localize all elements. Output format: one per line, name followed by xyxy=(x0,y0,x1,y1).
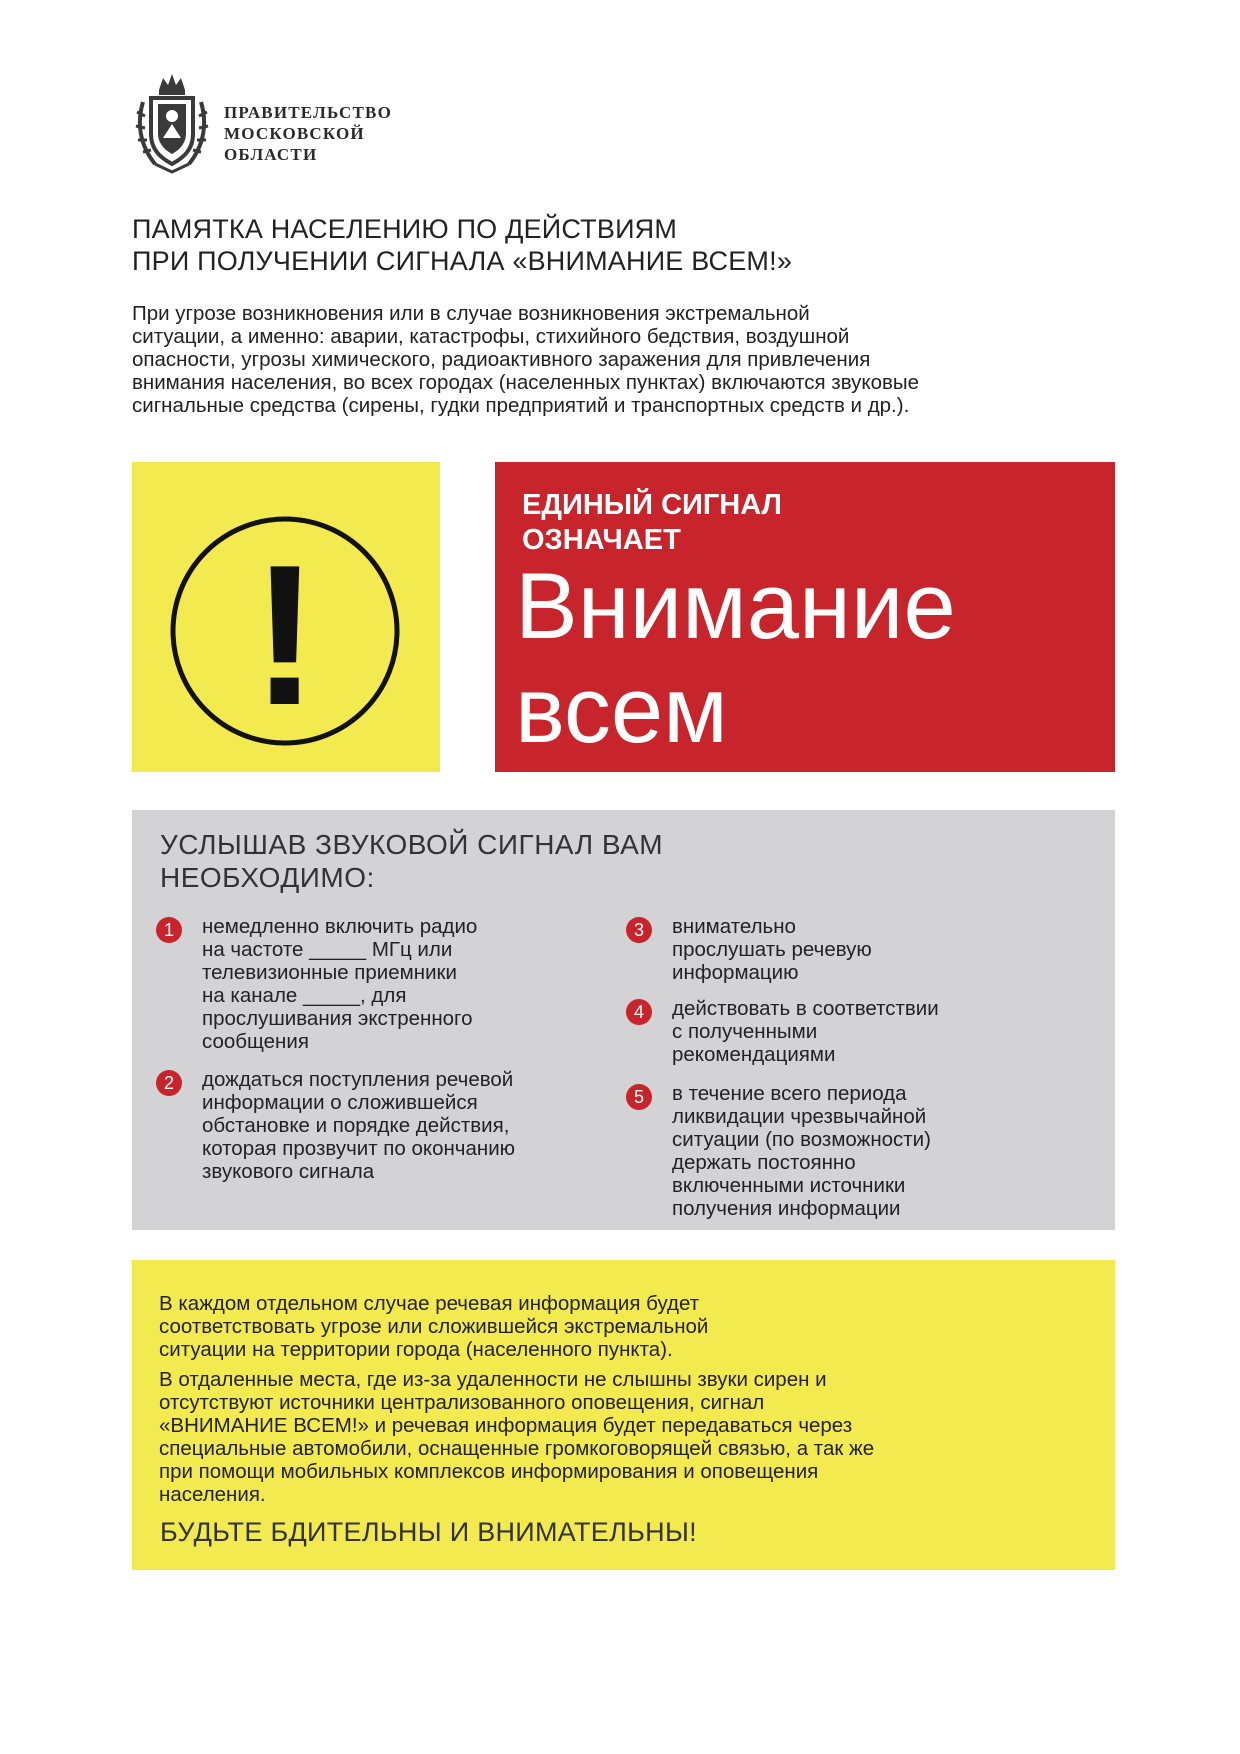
step-line: включенными источники xyxy=(672,1174,906,1197)
actions-title-line: УСЛЫШАВ ЗВУКОВОЙ СИГНАЛ ВАМ xyxy=(160,829,664,860)
signal-headline-line: Внимание xyxy=(515,553,956,658)
actions-panel xyxy=(132,810,1115,1230)
step-line: ситуации (по возможности) xyxy=(672,1128,931,1151)
step-text xyxy=(672,1082,931,1220)
step-line: обстановке и порядке действия, xyxy=(202,1114,510,1137)
step-number-badge: 5 xyxy=(626,1084,652,1110)
step-line: рекомендациями xyxy=(672,1043,836,1066)
actions-title xyxy=(160,828,663,894)
org-line: МОСКОВСКОЙ xyxy=(224,124,365,143)
info-line: В каждом отдельном случае речевая информация будет xyxy=(159,1292,700,1315)
closing-slogan: БУДЬТЕ БДИТЕЛЬНЫ И ВНИМАТЕЛЬНЫ! xyxy=(160,1517,697,1547)
step-line: информацию xyxy=(672,961,799,984)
intro-line: опасности, угрозы химического, радиоактивного заражения для привлечения xyxy=(132,348,871,371)
step-line: информации о сложившейся xyxy=(202,1091,478,1114)
info-line: специальные автомобили, оснащенные громкоговорящей связью, а так же xyxy=(159,1437,875,1460)
step-line: прослушать речевую xyxy=(672,938,872,961)
intro-line: При угрозе возникновения или в случае возникновения экстремальной xyxy=(132,302,810,325)
info-line: соответствовать угрозе или сложившейся экстремальной xyxy=(159,1315,709,1338)
step-line: получения информации xyxy=(672,1197,901,1220)
step-line: прослушивания экстренного xyxy=(202,1007,473,1030)
info-line: В отдаленные места, где из-за удаленности не слышны звуки сирен и xyxy=(159,1368,827,1391)
step-line: которая прозвучит по окончанию xyxy=(202,1137,516,1160)
step-line: немедленно включить радио xyxy=(202,915,478,938)
info-line: «ВНИМАНИЕ ВСЕМ!» и речевая информация будет передаваться через xyxy=(159,1414,853,1437)
step-number-badge: 1 xyxy=(156,917,182,943)
info-line: при помощи мобильных комплексов информирования и оповещения xyxy=(159,1460,819,1483)
step-line: внимательно xyxy=(672,915,796,938)
intro-paragraph xyxy=(132,302,1072,417)
signal-headline-line: всем xyxy=(515,657,728,762)
step-line: ликвидации чрезвычайной xyxy=(672,1105,927,1128)
signal-subtitle-line: ОЗНАЧАЕТ xyxy=(522,524,681,556)
exclamation-warning-icon xyxy=(168,514,402,748)
step-line: с полученными xyxy=(672,1020,818,1043)
signal-panel xyxy=(495,462,1115,772)
coat-of-arms-icon xyxy=(133,72,211,174)
step-text xyxy=(202,1068,515,1183)
info-paragraph xyxy=(159,1292,708,1361)
intro-line: сигнальные средства (сирены, гудки предприятий и транспортных средств и др.). xyxy=(132,394,910,417)
org-line: ОБЛАСТИ xyxy=(224,145,318,164)
step-text xyxy=(202,915,477,1053)
info-panel xyxy=(132,1260,1115,1570)
step-line: дождаться поступления речевой xyxy=(202,1068,514,1091)
step-line: звукового сигнала xyxy=(202,1160,375,1183)
organization-name xyxy=(224,102,392,165)
step-number-badge: 2 xyxy=(156,1070,182,1096)
intro-line: внимания населения, во всех городах (населенных пунктах) включаются звуковые xyxy=(132,371,920,394)
step-text xyxy=(672,997,939,1066)
org-line: ПРАВИТЕЛЬСТВО xyxy=(224,103,392,122)
title-line: ПРИ ПОЛУЧЕНИИ СИГНАЛА «ВНИМАНИЕ ВСЕМ!» xyxy=(132,246,793,276)
step-number-badge: 3 xyxy=(626,917,652,943)
step-line: действовать в соответствии xyxy=(672,997,939,1020)
step-text xyxy=(672,915,872,984)
step-line: на канале _____, для xyxy=(202,984,407,1007)
info-line: отсутствуют источники централизованного оповещения, сигнал xyxy=(159,1391,765,1414)
info-line: ситуации на территории города (населенного пункта). xyxy=(159,1338,673,1361)
step-line: в течение всего периода xyxy=(672,1082,907,1105)
step-number-badge: 4 xyxy=(626,999,652,1025)
warning-panel xyxy=(132,462,440,772)
exclamation-mark: ! xyxy=(251,524,319,747)
step-line: телевизионные приемники xyxy=(202,961,457,984)
title-line: ПАМЯТКА НАСЕЛЕНИЮ ПО ДЕЙСТВИЯМ xyxy=(132,214,678,244)
info-line: населения. xyxy=(159,1483,266,1506)
step-line: держать постоянно xyxy=(672,1151,856,1174)
actions-title-line: НЕОБХОДИМО: xyxy=(160,862,375,893)
info-paragraph xyxy=(159,1368,874,1506)
signal-headline xyxy=(515,554,956,762)
page-title xyxy=(132,213,792,277)
step-line: сообщения xyxy=(202,1030,309,1053)
intro-line: ситуации, а именно: аварии, катастрофы, стихийного бедствия, воздушной xyxy=(132,325,850,348)
signal-subtitle xyxy=(522,488,782,558)
step-line: на частоте _____ МГц или xyxy=(202,938,453,961)
signal-subtitle-line: ЕДИНЫЙ СИГНАЛ xyxy=(522,489,782,521)
